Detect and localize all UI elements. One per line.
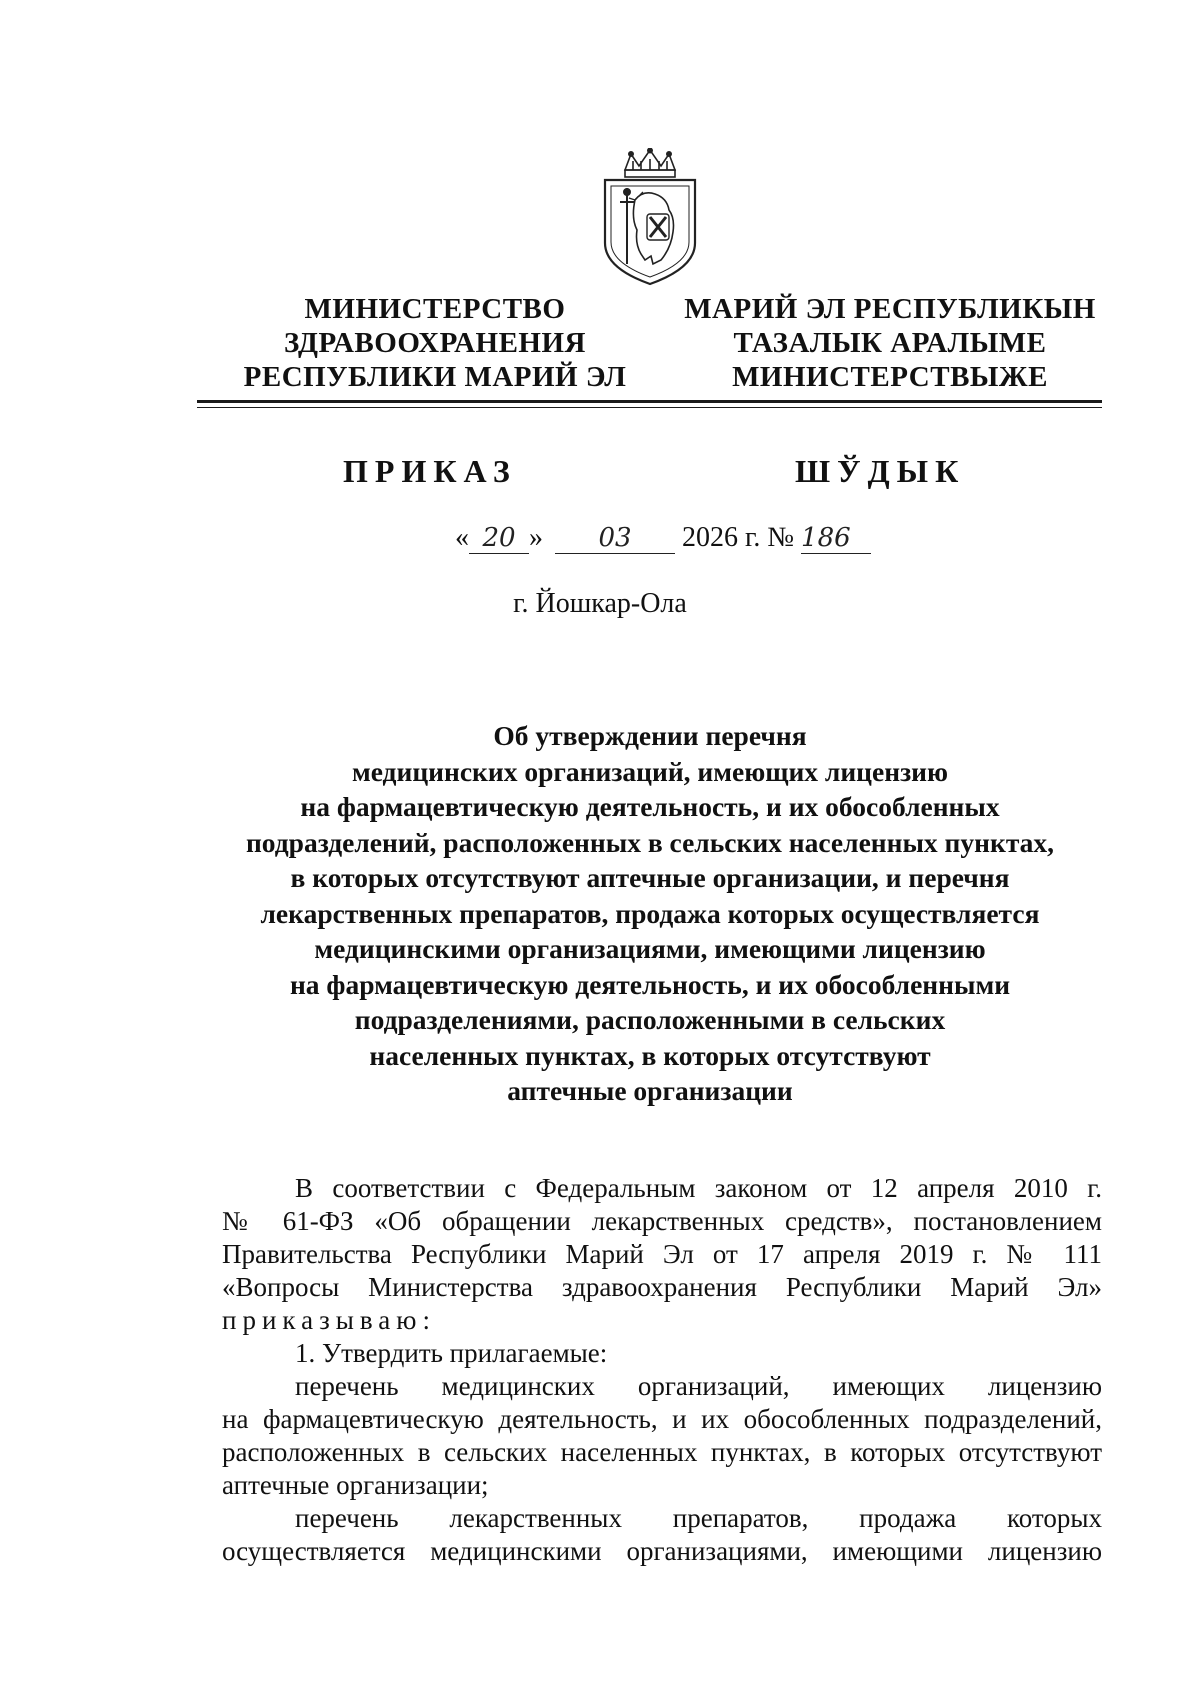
subject-line: лекарственных препаратов, продажа которых осуществляется bbox=[260, 897, 1040, 929]
ministry-name-russian bbox=[225, 292, 645, 394]
order-number: 186 bbox=[801, 523, 871, 554]
subject-line: медицинских организаций, имеющих лицензию bbox=[351, 755, 948, 787]
subject-line: медицинскими организациями, имеющими лицензию bbox=[314, 933, 986, 964]
body-line: В соответствии с Федеральным законом от 12 апреля 2010 г. bbox=[295, 1173, 1102, 1203]
coat-of-arms-emblem bbox=[595, 148, 705, 288]
order-date-line bbox=[455, 522, 871, 554]
ministry-line: ЗДРАВООХРАНЕНИЯ bbox=[284, 327, 586, 359]
order-city: г. Йошкар-Ола bbox=[513, 588, 687, 619]
body-line: расположенных в сельских населенных пунктах, в которых отсутствуют bbox=[222, 1437, 1102, 1467]
subject-line: населенных пунктах, в которых отсутствуют bbox=[369, 1039, 931, 1071]
subject-line: в которых отсутствуют аптечные организации, и перечня bbox=[290, 862, 1010, 893]
ministry-line: МИНИСТЕРСТВО bbox=[304, 293, 566, 325]
subject-line: на фармацевтическую деятельность, и их обособленных bbox=[300, 791, 1000, 822]
ministry-line: РЕСПУБЛИКИ МАРИЙ ЭЛ bbox=[243, 361, 627, 393]
order-title-mari: ШЎДЫК bbox=[795, 453, 966, 489]
body-line: на фармацевтическую деятельность, и их обособленных подразделений, bbox=[222, 1404, 1102, 1434]
body-line: Правительства Республики Марий Эл от 17 апреля 2019 г. № 111 bbox=[222, 1239, 1102, 1269]
ministry-line: ТАЗАЛЫК АРАЛЫМЕ bbox=[733, 327, 1047, 359]
body-line: аптечные организации; bbox=[222, 1470, 489, 1500]
order-day: 20 bbox=[469, 523, 529, 554]
body-line: осуществляется медицинскими организациями, имеющими лицензию bbox=[222, 1536, 1102, 1566]
subject-line: Об утверждении перечня bbox=[493, 720, 807, 751]
item-1: 1. Утвердить прилагаемые: bbox=[295, 1338, 608, 1368]
subject-line: аптечные организации bbox=[507, 1075, 793, 1106]
order-title-russian: ПРИКАЗ bbox=[343, 453, 517, 489]
body-line: перечень лекарственных препаратов, продажа которых bbox=[295, 1503, 1102, 1533]
header-divider-thin bbox=[197, 407, 1102, 408]
ministry-line: МИНИСТЕРСТВЫЖЕ bbox=[732, 361, 1048, 393]
subject-line: на фармацевтическую деятельность, и их обособленными bbox=[289, 968, 1011, 1000]
ministry-name-mari bbox=[660, 292, 1120, 394]
ministry-line: МАРИЙ ЭЛ РЕСПУБЛИКЫН bbox=[684, 293, 1096, 325]
order-year-number-label: 2026 г. № bbox=[682, 522, 795, 553]
prikazyvayu: приказываю: bbox=[222, 1305, 436, 1335]
body-line: № 61-ФЗ «Об обращении лекарственных средств», постановлением bbox=[222, 1206, 1102, 1236]
subject-line: подразделений, расположенных в сельских населенных пунктах, bbox=[245, 826, 1055, 858]
order-subject bbox=[210, 718, 1090, 1109]
order-body bbox=[222, 1172, 1102, 1568]
body-line: перечень медицинских организаций, имеющих лицензию bbox=[295, 1371, 1102, 1401]
order-month: 03 bbox=[555, 523, 675, 554]
subject-line: подразделениями, расположенными в сельских bbox=[354, 1004, 946, 1035]
quote-close: » bbox=[529, 522, 543, 553]
header-divider bbox=[197, 400, 1102, 403]
quote-open: « bbox=[455, 522, 469, 553]
body-line: «Вопросы Министерства здравоохранения Республики Марий Эл» bbox=[222, 1272, 1102, 1302]
